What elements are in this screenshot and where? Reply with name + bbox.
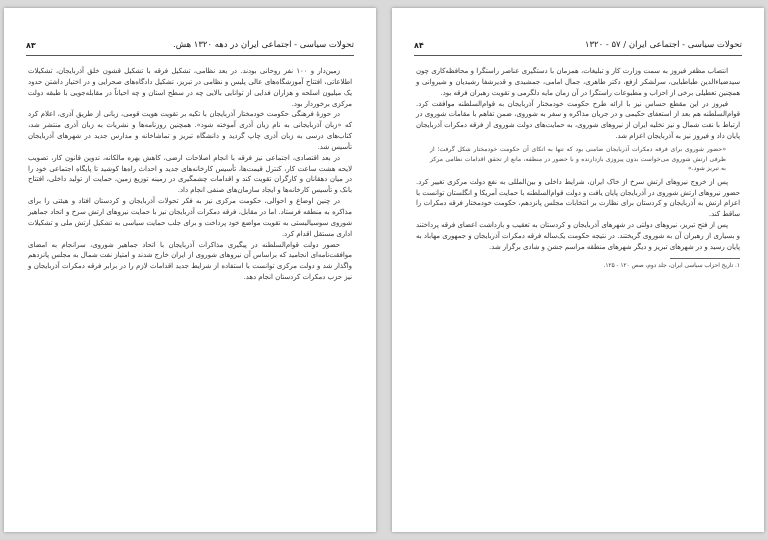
- running-title: تحولات سیاسی - اجتماعی ایران / ۵۷ - ۱۳۲۰: [584, 40, 742, 50]
- page-number: ۸۴: [414, 40, 424, 50]
- left-page: [4, 8, 376, 532]
- footnote-divider: [670, 258, 740, 259]
- paragraph: پس از خروج نیروهای ارتش سرخ از خاک ایران، شرایط داخلی و بین‌المللی به نفع دولت مرکزی تغییر کرد. حضور نیروهای ارتش شوروی در آذربایجان پایان یافت و دولت قوام‌السلطنه با حمایت آمریکا و انگلستان توانست با اعزام ارتش به آذربایجان و کردستان برای نظارت بر انتخابات مجلس پانزدهم، حکومت خودمختار فرقه دمکرات را ساقط کند.: [416, 177, 740, 219]
- page-header: [414, 38, 742, 56]
- running-title: تحولات سیاسی - اجتماعی ایران در دهه ۱۳۲۰ هش.: [173, 40, 354, 50]
- paragraph: فیروز در این مقطع حساس نیز با ارائه طرح حکومت خودمختار آذربایجان به قوام‌السلطنه موافقت کرد. قوام‌السلطنه هم بعد از استعفای حکیمی و در جریان مذاکره و سفر به شوروی، ضمن تفاهم با مقامات شوروی در ارتباط با نفت شمال و نیز تخلیه ایران از نیروهای شوروی، به حمایت‌های دولت شوروی از فرقه دمکرات آذربایجان پایان داد و فیروز نیز به آذربایجان اعزام شد.: [416, 99, 740, 141]
- page-body: [416, 66, 740, 514]
- page-body: [28, 66, 352, 514]
- paragraph: در حوزهٔ فرهنگی حکومت خودمختار آذربایجان با تکیه بر تقویت هویت قومی، زبانی از طریق آذری، اعلام کرد که «زبان آذربایجانی به نام زبان آذری آموخته شود». همچنین روزنامه‌ها و نشریات به زبان آذری منتشر شد، کتاب‌های درسی به زبان آذری چاپ گردید و دانشگاه تبریز و تماشاخانه و مدارس جدید در شهرهای آذربایجان تأسیس شد.: [28, 110, 352, 151]
- block-quote: «حضور شوروی برای فرقه دمکرات آذربایجان ضامنی بود که تنها به اتکای آن حکومت خودمختار شکل گرفت؛ از طرفی ارتش شوروی می‌خواست بدون پیروزی بازدارنده و با حضور در منطقه، مانع از تحقق اقدامات نظامی مرکز به تبریز شود.»: [430, 145, 726, 173]
- paragraph: در بعد اقتصادی، اجتماعی نیز فرقه با انجام اصلاحات ارضی، کاهش بهره مالکانه، تدوین قانون کار، تصویب لایحه هشت ساعت کار، کنترل قیمت‌ها، تأسیس کارخانه‌های جدید و احداث راه‌ها کوشید تا پایگاه اجتماعی خود را در میان دهقانان و کارگران تقویت کند و اقدامات چشمگیری در زمینه توزیع زمین، حمایت از تولید داخلی، افتتاح بانک و تأسیس کارخانه‌ها و ایجاد سازمان‌های صنفی انجام داد.: [28, 153, 352, 195]
- page-number: ۸۳: [26, 40, 36, 50]
- footnote: ۱. تاریخ احزاب سیاسی ایران، جلد دوم، صص ۱۲۰ - ۱۲۵.: [603, 262, 740, 269]
- paragraph: زمین‌دار و ۱۰۰ نفر روحانی بودند. در بعد نظامی، تشکیل فرقه با تشکیل قشون خلق آذربایجان، تشکیلات اطلاعاتی، افتتاح آموزشگاه‌های عالی پلیس و نظامی در تبریز، تشکیل دادگاه‌های صحرایی و در اختیار داشتن حدود یک میلیون اسلحه و هزاران فدایی از توانایی بالایی چه در سطح استان و چه احیاناً در مقابله‌جویی با طبقه دولت مرکزی برخوردار بود.: [28, 67, 352, 108]
- paragraph: انتصاب مظفر فیروز به سمت وزارت کار و تبلیغات، همزمان با دستگیری عناصر راستگرا و محافظه‌کاری چون سیدضیاءالدین طباطبایی، سرلشکر ارفع، دکتر طاهری، جمال امامی، جمشیدی و قدیرشفا رشیدیان و شیروانی و همچنین تعطیلی برخی از احزاب و مطبوعات راستگرا در آن زمان مایه دلگرمی و تقویت رهبران فرقه بود.: [416, 67, 740, 97]
- right-page: [392, 8, 764, 532]
- paragraph: پس از فتح تبریز، نیروهای دولتی در شهرهای آذربایجان و کردستان به تعقیب و بازداشت اعضای فرقه پرداختند و بسیاری از رهبران آن به شوروی گریختند. در نتیجه حکومت یک‌ساله فرقه دمکرات آذربایجان و جمهوری مهاباد به پایان رسید و در شهرهای تبریز و دیگر شهرهای منطقه مراسم جشن و شادی برگزار شد.: [416, 221, 740, 251]
- paragraph: در چنین اوضاع و احوالی، حکومت مرکزی نیز به فکر تحولات آذربایجان و کردستان افتاد و هیئتی را برای مذاکره به منطقه فرستاد. اما در مقابل، فرقه دمکرات آذربایجان نیز با حمایت نیروهای ارتش سرخ و اتحاد جماهیر شوروی سوسیالیستی به تقویت مواضع خود پرداخت و برای جلب حمایت سیاسی به تشکیل ارتش ملی و تشکیلات اداری مستقل اقدام کرد.: [28, 197, 352, 238]
- paragraph: حضور دولت قوام‌السلطنه در پیگیری مذاکرات آذربایجان با اتحاد جماهیر شوروی، سرانجام به امضای موافقت‌نامه‌ای انجامید که براساس آن نیروهای شوروی از ایران خارج شدند و امتیاز نفت شمال به مجلس پانزدهم واگذار شد و دولت مرکزی توانست با استفاده از شرایط جدید اقدامات لازم را در برابر فرقه دمکرات آذربایجان و نیز حزب دمکرات کردستان انجام دهد.: [28, 240, 352, 282]
- page-header: [26, 38, 354, 56]
